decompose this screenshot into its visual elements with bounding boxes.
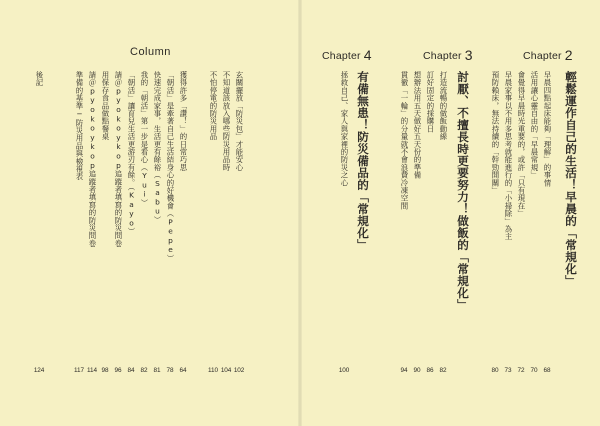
page-number: 78 bbox=[166, 367, 174, 374]
chapter-3-title: 討厭、不擅長時更要努力！做飯的「常規化」 bbox=[456, 71, 470, 311]
chapter-label: Chapter bbox=[523, 50, 562, 62]
chapter-number: 2 bbox=[564, 47, 573, 63]
page-number: 70 bbox=[530, 367, 538, 374]
toc-entry-col-6: 快速完成家事，生活更有餘裕（Sabu） bbox=[153, 71, 162, 224]
toc-entry-afterword: 後記 bbox=[35, 71, 44, 87]
toc-entry-col-8: 「朝活」讓育兒生活更游刃有餘。（Kayo） bbox=[127, 71, 136, 236]
page-number: 110 bbox=[208, 367, 218, 374]
page-number: 114 bbox=[87, 367, 97, 374]
page-number: 73 bbox=[504, 367, 512, 374]
page-number: 81 bbox=[153, 367, 161, 374]
page-number: 86 bbox=[426, 367, 434, 374]
toc-entry-ch2-3: 會覺得早晨時光重要的，或許「只有現在」 bbox=[517, 71, 526, 218]
toc-entry-col-5: 「朝活」是牽著自己生活結身心的好機會（Pepe） bbox=[166, 71, 175, 263]
page-number: 102 bbox=[233, 367, 245, 374]
page-number: 90 bbox=[413, 367, 421, 374]
page-number: 124 bbox=[33, 367, 45, 374]
chapter-label: Chapter bbox=[322, 50, 361, 62]
page-number: 96 bbox=[114, 367, 122, 374]
toc-entry-ch2-5: 預防賴床，無法持續的「幹勁開關」 bbox=[491, 71, 500, 195]
page-number: 100 bbox=[338, 367, 350, 374]
toc-entry-ch3-1: 打造流暢的做飯動線 bbox=[439, 71, 448, 141]
toc-entry-col-11: 請＠pyokoykop追蹤者填寫的防災問卷 bbox=[88, 71, 97, 248]
page-number: 82 bbox=[439, 367, 447, 374]
toc-entry-ch4-1: 拯救自己、家人與家裡的防災之心 bbox=[340, 71, 349, 187]
page-number: 117 bbox=[74, 367, 84, 374]
page-number: 98 bbox=[101, 367, 109, 374]
chapter-number: 3 bbox=[464, 47, 473, 63]
column-heading: Column bbox=[130, 46, 171, 58]
chapter-3-heading bbox=[423, 46, 473, 62]
chapter-2-heading bbox=[523, 46, 573, 62]
toc-entry-ch3-3: 想辦法用五天做好五天份的準備 bbox=[413, 71, 422, 179]
toc-entry-col-1: 玄關擺放「防災包」才能安心 bbox=[235, 71, 244, 172]
toc-entry-ch2-4: 早晨家事以不用多思考就能進行的「小掃除」為主 bbox=[504, 71, 513, 241]
toc-entry-col-7: 我的「朝活」第一步是看心（Yui） bbox=[140, 71, 149, 207]
page-number: 82 bbox=[140, 367, 148, 374]
page-number: 72 bbox=[517, 367, 525, 374]
toc-entry-col-4: 獲得許多「讚！」的日常巧思 bbox=[179, 71, 188, 172]
page-number: 104 bbox=[220, 367, 232, 374]
toc-entry-col-10: 用保存食品做點餐桌 bbox=[101, 71, 110, 141]
page-number: 80 bbox=[491, 367, 499, 374]
chapter-4-title: 有備無患！防災備品的「常規化」 bbox=[356, 71, 370, 251]
toc-entry-col-3: 不怕停電的防災用品 bbox=[209, 71, 218, 141]
toc-entry-col-9: 請＠pyokoykop追蹤者填寫的防災問卷 bbox=[114, 71, 123, 248]
toc-entry-ch2-2: 活用讓心靈自由的「早晨常規」 bbox=[530, 71, 539, 179]
chapter-number: 4 bbox=[363, 47, 372, 63]
page-number: 84 bbox=[127, 367, 135, 374]
toc-entry-ch3-4: 貫徹「一輪」的分量就不會浪費冷凍空間 bbox=[400, 71, 409, 210]
chapter-2-title: 輕鬆運作自己的生活！早晨的「常規化」 bbox=[564, 71, 578, 287]
toc-entry-col-2: 不知道該放入哪些防災用品時 bbox=[222, 71, 231, 172]
chapter-4-heading bbox=[322, 46, 372, 62]
toc-entry-ch2-1: 早晨四點起床能夠「理解」的事情 bbox=[543, 71, 552, 187]
toc-entry-col-12: 準備的基準─防災用品與檢視表 bbox=[75, 71, 84, 181]
page-number: 64 bbox=[179, 367, 187, 374]
chapter-label: Chapter bbox=[423, 50, 462, 62]
page-number: 68 bbox=[543, 367, 551, 374]
toc-entry-ch3-2: 訂好固定的採購日 bbox=[426, 71, 435, 133]
book-gutter bbox=[298, 0, 302, 426]
page-number: 94 bbox=[400, 367, 408, 374]
